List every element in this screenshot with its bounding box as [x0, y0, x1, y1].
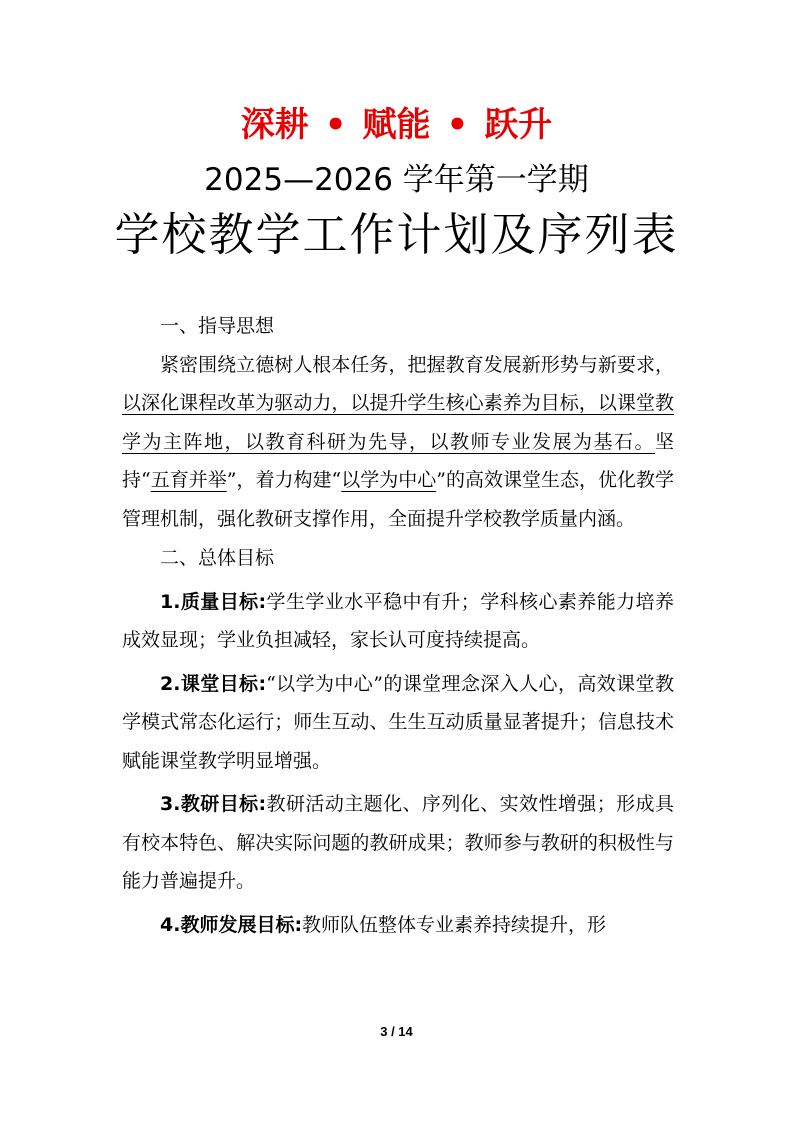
section-1-text-mid-2: ”，着力构建“ [226, 469, 342, 491]
document-body [122, 306, 674, 944]
section-1-heading: 一、指导思想 [160, 315, 275, 337]
section-1-text-mid-1: 坚持“ [122, 430, 674, 491]
slogan-separator-1: • [324, 105, 347, 145]
page-title: 学校教学工作计划及序列表 [114, 208, 679, 261]
goal-teacher-development-label: 4.教师发展目标: [160, 913, 303, 936]
section-1-underlined-five-education: 五育并举 [150, 469, 227, 491]
slogan-part-2: 赋能 [362, 105, 431, 145]
goal-classroom [122, 665, 674, 781]
slogan-separator-2: • [446, 105, 469, 145]
section-1-paragraph [122, 346, 674, 539]
goal-teacher-development-text: 教师队伍整体专业素养持续提升，形 [302, 913, 607, 936]
section-1-underlined-text: 以深化课程改革为驱动力，以提升学生核心素养为目标，以课堂教学为主阵地，以教育科研为先导，以教师专业发展为基石。 [122, 392, 674, 453]
goal-quality-text: 学生学业水平稳中有升；学科核心素养能力培养成效显现；学业负担减轻，家长认可度持续提高。 [122, 590, 674, 651]
goal-research-label: 3.教研目标: [160, 793, 267, 815]
term-line: 2025—2026 学年第一学期 [204, 162, 589, 198]
goal-classroom-text: “以学为中心”的课堂理念深入人心，高效课堂教学模式常态化运行；师生互动、生生互动质量显著提升；信息技术赋能课堂教学明显增强。 [122, 672, 674, 772]
goal-teacher-development [122, 906, 674, 945]
goal-quality [122, 583, 674, 660]
page-number: 3 / 14 [380, 1024, 413, 1039]
goal-research-text: 教研活动主题化、序列化、实效性增强；形成具有校本特色、解决实际问题的教研成果；教师参与教研的积极性与能力普遍提升。 [122, 793, 674, 892]
goal-research [122, 785, 674, 901]
section-1-text-start: 紧密围绕立德树人根本任务，把握教育发展新形势与新要求， [160, 353, 674, 376]
goal-classroom-label: 2.课堂目标: [160, 672, 267, 695]
section-1-underlined-learning-centered: 以学为中心 [341, 469, 437, 491]
section-2-heading: 二、总体目标 [160, 547, 275, 569]
section-1-text-end: ”的高效课堂生态，优化教学管理机制，强化教研支撑作用，全面提升学校教学质量内涵。 [122, 469, 674, 530]
goal-quality-label: 1.质量目标: [160, 590, 267, 613]
slogan-part-1: 深耕 [240, 105, 309, 145]
slogan [0, 100, 793, 150]
slogan-part-3: 跃升 [484, 105, 553, 145]
